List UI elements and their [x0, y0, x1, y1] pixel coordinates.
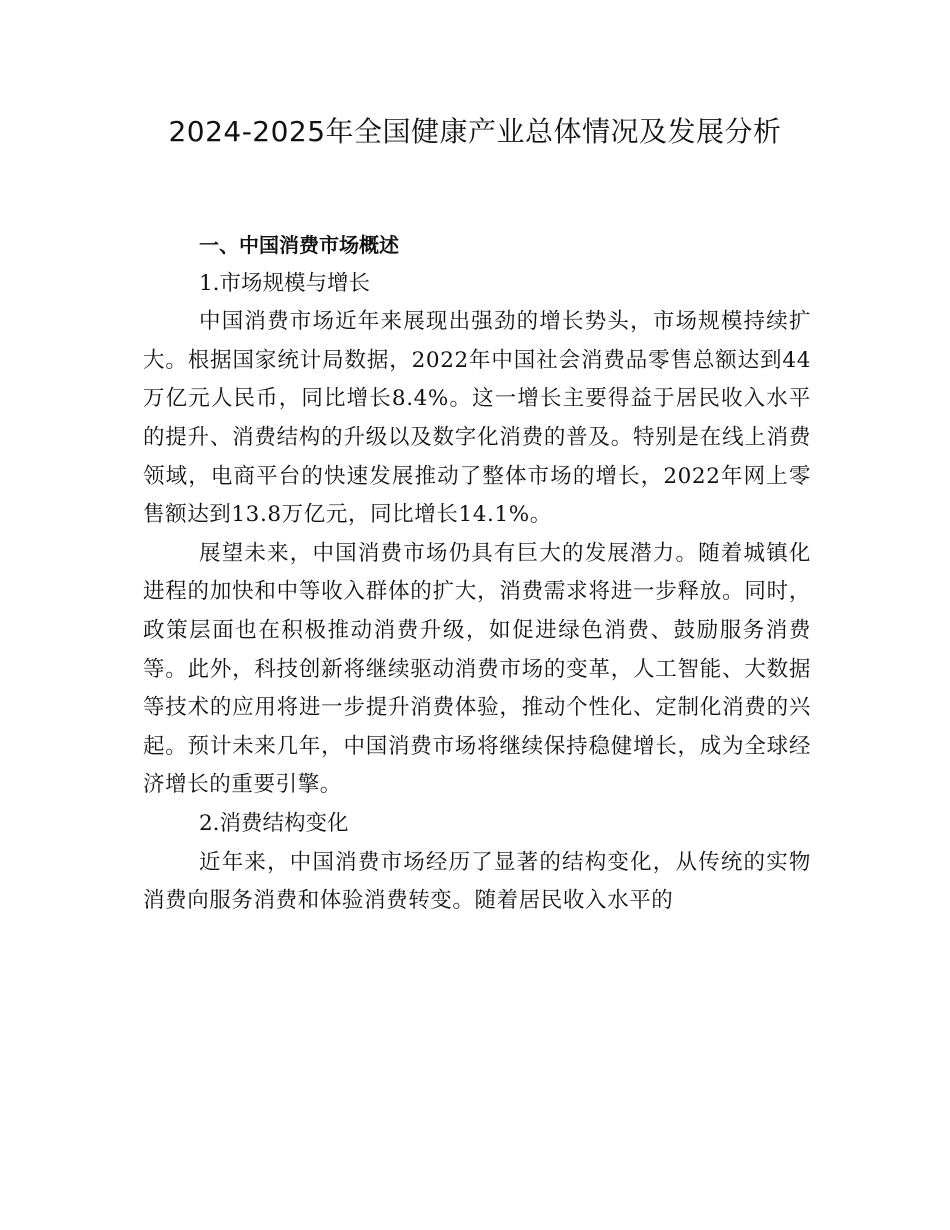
subsection-heading-market-size: 1.市场规模与增长 — [199, 270, 371, 296]
paragraph-structure-change: 近年来，中国消费市场经历了显著的结构变化，从传统的实物消费向服务消费和体验消费转变。随着居民收入水平的 — [143, 849, 811, 914]
paragraph-market-outlook: 展望未来，中国消费市场仍具有巨大的发展潜力。随着城镇化进程的加快和中等收入群体的扩大，消费需求将进一步释放。同时，政策层面也在积极推动消费升级，如促进绿色消费、鼓励服务消费等。此外，科技创新将继续驱动消费市场的变革，人工智能、大数据等技术的应用将进一步提升消费体验，推动个性化、定制化消费的兴起。预计未来几年，中国消费市场将继续保持稳健增长，成为全球经济增长的重要引擎。 — [143, 540, 811, 798]
paragraph-market-growth: 中国消费市场近年来展现出强劲的增长势头，市场规模持续扩大。根据国家统计局数据，2022年中国社会消费品零售总额达到44万亿元人民币，同比增长8.4%。这一增长主要得益于居民收入水平的提升、消费结构的升级以及数字化消费的普及。特别是在线上消费领域，电商平台的快速发展推动了整体市场的增长，2022年网上零售额达到13.8万亿元，同比增长14.1%。 — [143, 309, 811, 528]
document-body — [143, 226, 811, 921]
document-title: 2024-2025年全国健康产业总体情况及发展分析 — [168, 115, 782, 148]
section-heading: 一、中国消费市场概述 — [199, 233, 399, 257]
subsection-heading-consumption-structure: 2.消费结构变化 — [199, 810, 349, 836]
